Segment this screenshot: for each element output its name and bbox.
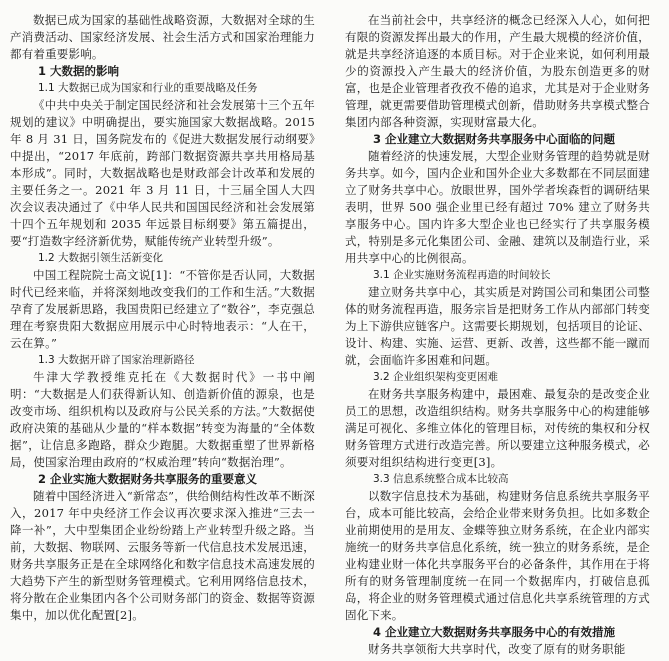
paragraph: 以数字信息技术为基础，构建财务信息系统共享服务平台，成本可能比较高，会给企业带来财务负担。比如多数企业前期使用的是用友、金蝶等独立财务系统，在企业内部实施统一的财务共享信息化系统，统一独立的财务系统，是企业构建业财一体化共享服务平台的必备条件，其作用在于将所有的财务管理制度统一在同一个数据库内，打破信息孤岛，将企业的财务管理模式通过信息化共享系统管理的方式固化下来。 [345,489,650,622]
subsection-heading: 3.3 信息系统整合成本比较高 [373,473,509,485]
subsection-heading: 1.2 大数据引领生活新变化 [38,252,164,264]
right-column [345,12,650,658]
left-column [10,12,315,624]
paragraph: 建立财务共享中心，其实质是对跨国公司和集团公司整体的财务流程再造，服务宗旨是把财务工作从内部部门转变为上下游供应链客户。这需要长期规划，包括项目的论证、设计、构建、实施、运营、更新、改善，这些都不能一蹴而就，会面临许多困难和问题。 [345,285,650,367]
section-heading: 3 企业建立大数据财务共享服务中心面临的问题 [373,132,616,146]
section-heading: 4 企业建立大数据财务共享服务中心的有效措施 [373,625,616,639]
subsection-heading: 3.2 企业组织架构变更困难 [373,371,499,383]
subsection-heading: 1.1 大数据已成为国家和行业的重要战略及任务 [38,82,258,94]
paragraph: 中国工程院院士高文说[1]：“不管你是否认同，大数据时代已经来临，并将深刻地改变我们的工作和生活。”大数据孕育了发展新思路，我国贵阳已经建立了“数谷”，李克强总理在考察贵阳大数据应用展示中心时特地表示：“人在干，云在算。” [10,268,315,350]
paragraph: 在当前社会中，共享经济的概念已经深入人心，如何把有限的资源发挥出最大的作用，产生最大规模的经济价值，就是共享经济追逐的本质目标。对于企业来说，如何利用最少的资源投入产生最大的经济价值，为股东创造更多的财富，也是企业管理者孜孜不倦的追求，尤其是对于企业财务管理，就更需要借助管理模式创新，借助财务共享模式整合集团内部各种资源，实现财富最大化。 [345,13,650,129]
paragraph: 在财务共享服务构建中，最困难、最复杂的是改变企业员工的思想，改造组织结构。财务共享服务中心的构建能够满足可视化、多维立体化的管理目标，对传统的集权和分权财务管理方式进行改造完善。所以要建立这种服务模式，必须要对组织结构进行变更[3]。 [345,387,650,469]
section-heading: 2 企业实施大数据财务共享服务的重要意义 [38,472,258,486]
paragraph: 随着中国经济进入“新常态”，供给侧结构性改革不断深入，2017 年中央经济工作会议再次要求深入推进“三去一降一补”，大中型集团企业纷纷踏上产业转型升级之路。当前，大数据、物联网、云服务等新一代信息技术发展迅速，财务共享服务正是在全球网络化和数字信息技术高速发展的大趋势下产生的新型财务管理模式。它利用网络信息技术，将分散在企业集团内各个公司财务部门的资金、数据等资源集中，加以优化配置[2]。 [10,489,315,622]
subsection-heading: 3.1 企业实施财务流程再造的时间较长 [373,269,551,281]
paragraph: 财务共享领衔大共享时代，改变了原有的财务职能 [368,642,626,656]
paragraph: 数据已成为国家的基础性战略资源，大数据对全球的生产消费活动、国家经济发展、社会生活方式和国家治理能力都有着重要影响。 [10,13,315,61]
paragraph: 随着经济的快速发展，大型企业财务管理的趋势就是财务共享。如今，国内企业和国外企业大多数都在不同层面建立了财务共享中心。放眼世界，国外学者埃森哲的调研结果表明，世界 500 强企业里已经有超过 70% 建立了财务共享服务中心。国内许多大型企业也已经实行了共享服务模式，特别是多元化集团公司、金融、建筑以及制造行业，采用共享中心的比例很高。 [345,149,650,265]
paragraph: 牛津大学教授维克托在《大数据时代》一书中阐明：“大数据是人们获得新认知、创造新价值的源泉，也是改变市场、组织机构以及政府与公民关系的方法。”大数据使政府决策的基础从少量的“样本数据”转变为海量的“全体数据”，让信息多跑路，群众少跑腿。大数据重塑了世界新格局，使国家治理由政府的“权威治理”转向“数据治理”。 [10,370,315,469]
paragraph: 《中共中央关于制定国民经济和社会发展第十三个五年规划的建议》中明确提出，要实施国家大数据战略。2015 年 8 月 31 日，国务院发布的《促进大数据发展行动纲要》中提出，“2017 年底前，跨部门数据资源共享共用格局基本形成”。同时，大数据战略也是财政部会计改革和发展的主要任务之一。2021 年 3 月 11 日，十三届全国人大四次会议表决通过了《中华人民共和国国民经济和社会发展第十四个五年规划和 2035 年远景目标纲要》第五篇提出，要“打造数字经济新优势，赋能传统产业转型升级”。 [10,98,315,248]
section-heading: 1 大数据的影响 [38,64,120,78]
subsection-heading: 1.3 大数据开辟了国家治理新路径 [38,354,195,366]
